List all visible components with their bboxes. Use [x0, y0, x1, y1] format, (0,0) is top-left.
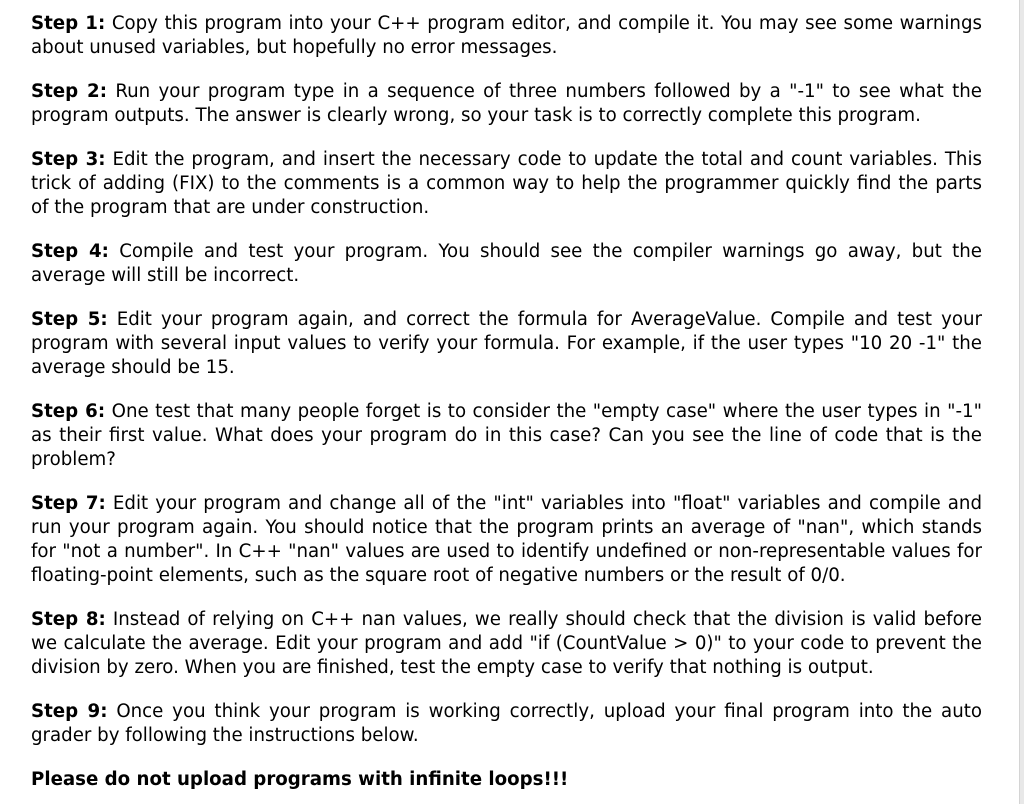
step-text: Edit your program again, and correct the formula for AverageValue. Compile and test your program with several input values to verify your formula. For example, if the user types "10 20 -1" the average should be 15.	[31, 309, 982, 378]
step-text: One test that many people forget is to consider the "empty case" where the user types in "-1" as their first value. What does your program do in this case? Can you see the line of code that is the problem?	[31, 401, 982, 470]
step-label: Step 6:	[31, 401, 106, 422]
step-label: Step 4:	[31, 241, 109, 262]
step-label: Step 3:	[31, 149, 106, 170]
step-text: Once you think your program is working correctly, upload your final program into the auto grader by following the instructions below.	[31, 701, 982, 746]
step-9	[31, 700, 982, 748]
step-label: Step 9:	[31, 701, 108, 722]
step-text: Compile and test your program. You should see the compiler warnings go away, but the average will still be incorrect.	[31, 241, 982, 286]
step-2	[31, 80, 982, 128]
infinite-loop-warning: Please do not upload programs with infinite loops!!!	[31, 769, 569, 790]
step-label: Step 2:	[31, 81, 107, 102]
step-text: Edit your program and change all of the "int" variables into "float" variables and compile and run your program again. You should notice that the program prints an average of "nan", which stands for "not a number". In C++ "nan" values are used to identify undefined or non-representable values for floating-point elements, such as the square root of negative numbers or the result of 0/0.	[31, 493, 982, 586]
step-7	[31, 492, 982, 588]
step-5	[31, 308, 982, 380]
step-text: Copy this program into your C++ program editor, and compile it. You may see some warnings about unused variables, but hopefully no error messages.	[31, 13, 982, 58]
instructions-content	[31, 12, 982, 792]
step-1	[31, 12, 982, 60]
step-label: Step 8:	[31, 609, 106, 630]
step-6	[31, 400, 982, 472]
step-4	[31, 240, 982, 288]
step-label: Step 5:	[31, 309, 108, 330]
step-label: Step 1:	[31, 13, 106, 34]
step-text: Edit the program, and insert the necessary code to update the total and count variables. This trick of adding (FIX) to the comments is a common way to help the programmer quickly find the parts of the program that are under construction.	[31, 149, 982, 218]
step-label: Step 7:	[31, 493, 106, 514]
step-8	[31, 608, 982, 680]
step-3	[31, 148, 982, 220]
step-text: Run your program type in a sequence of three numbers followed by a "-1" to see what the program outputs. The answer is clearly wrong, so your task is to correctly complete this program.	[31, 81, 982, 126]
step-text: Instead of relying on C++ nan values, we really should check that the division is valid before we calculate the average. Edit your program and add "if (CountValue > 0)" to your code to prevent the division by zero. When you are finished, test the empty case to verify that nothing is output.	[31, 609, 982, 678]
scrollbar-edge[interactable]	[1019, 0, 1024, 804]
